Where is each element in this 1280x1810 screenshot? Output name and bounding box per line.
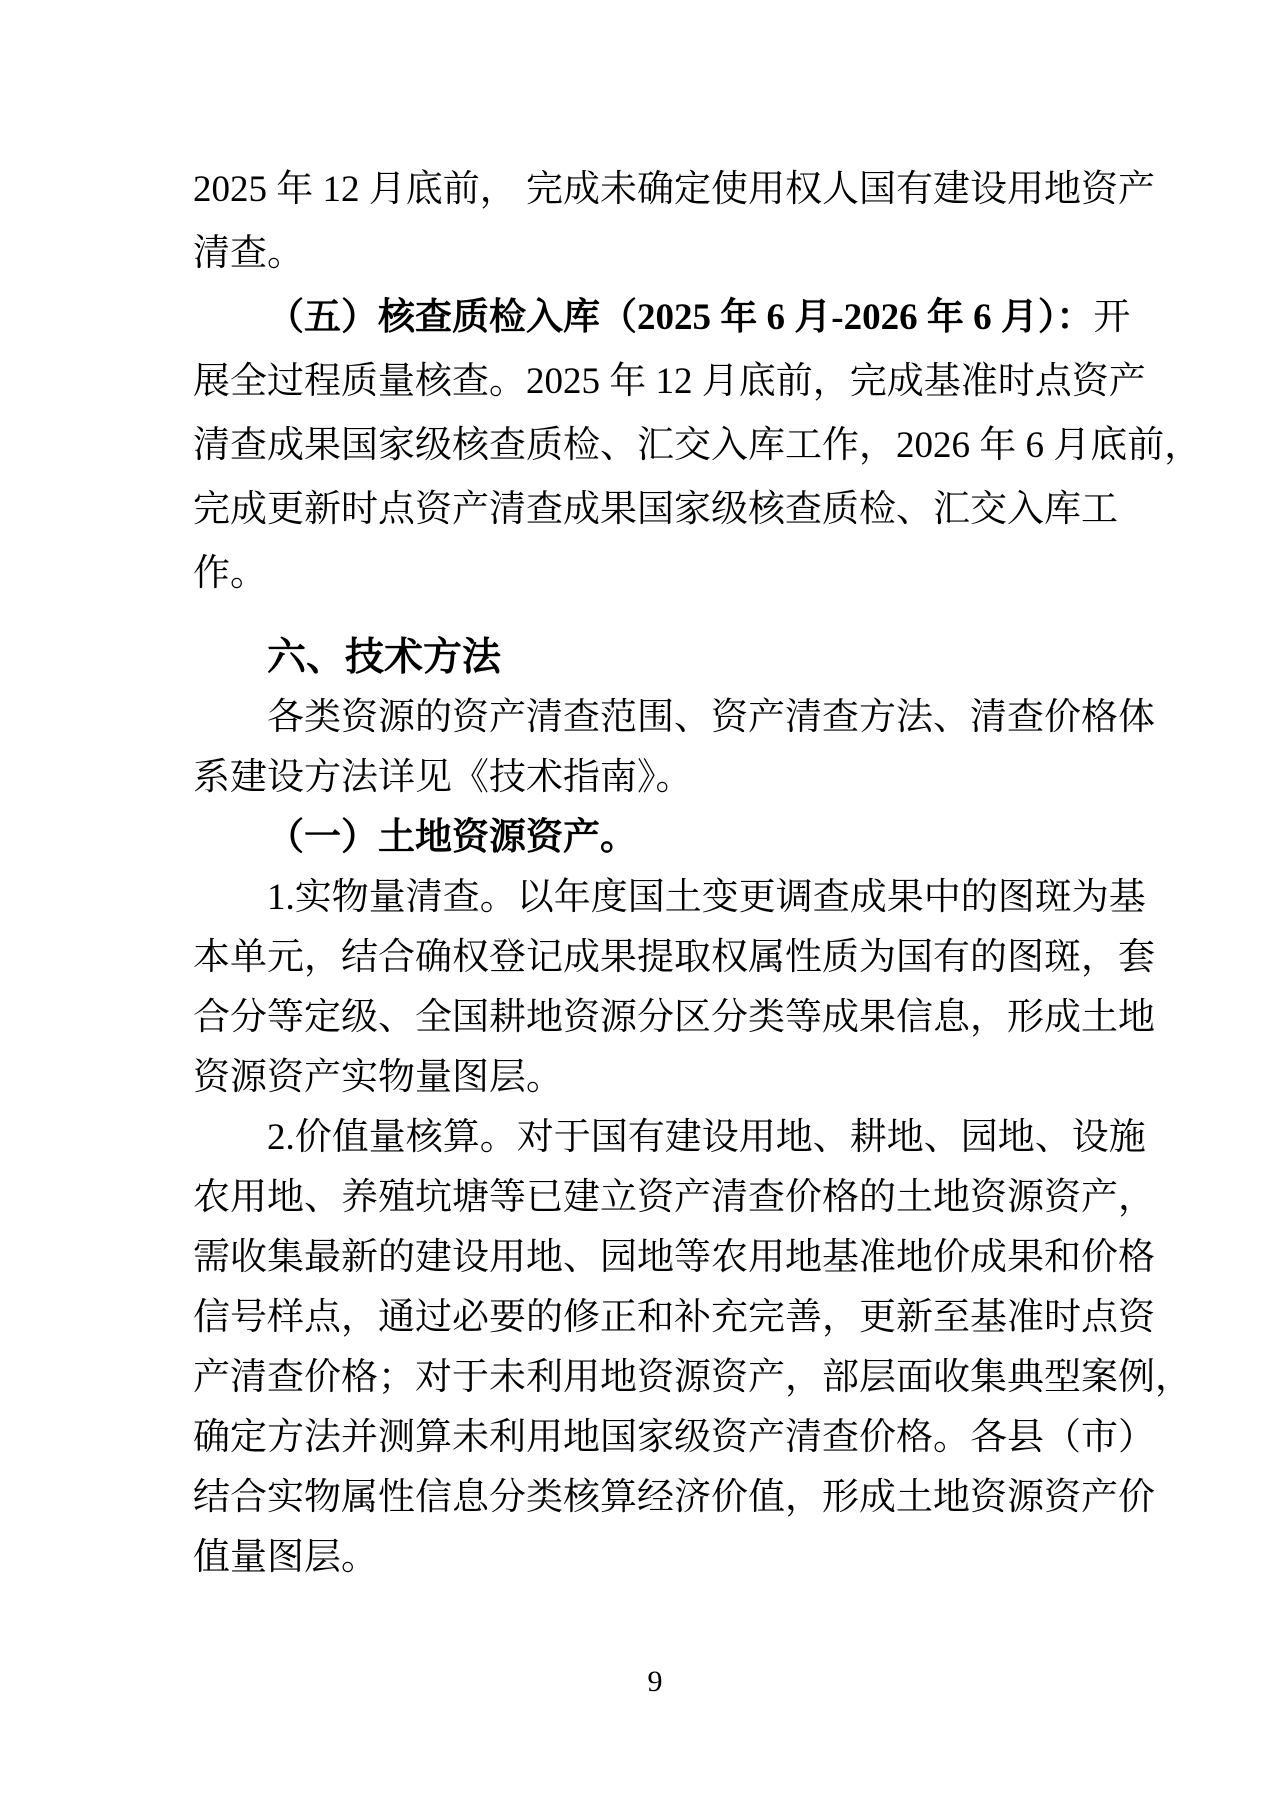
text-run: 确定方法并测算未利用地国家级资产清查价格。各县（市）: [193, 1417, 1155, 1458]
text-line: [193, 868, 1146, 928]
text-line: [193, 1528, 1117, 1588]
text-line: [193, 988, 1155, 1048]
text-line: [193, 414, 1202, 478]
text-line: [193, 748, 1117, 808]
text-run: 合分等定级、全国耕地资源分区分类等成果信息，形成土地: [193, 997, 1155, 1038]
paragraph-continuation: [193, 158, 1155, 286]
bold-text-run: （五）核查质检入库（2025 年 6 月-2026 年 6 月）：: [267, 297, 1094, 338]
text-run: 1.实物量清查。以年度国土变更调查成果中的图斑为基: [267, 877, 1146, 918]
text-run: 系建设方法详见《技术指南》。: [193, 757, 693, 798]
text-run: 本单元，结合确权登记成果提取权属性质为国有的图斑，套: [193, 937, 1155, 978]
text-run: 作。: [193, 553, 267, 594]
text-line: [193, 1408, 1155, 1468]
text-run: 完成更新时点资产清查成果国家级核查质检、汇交入库工: [193, 489, 1118, 530]
text-run: 结合实物属性信息分类核算经济价值，形成土地资源资产价: [193, 1477, 1155, 1518]
text-line: [193, 1168, 1155, 1228]
text-run: 值量图层。: [193, 1537, 378, 1578]
text-line: [193, 688, 1155, 748]
text-run: 信号样点，通过必要的修正和补充完善，更新至基准时点资: [193, 1297, 1155, 1338]
text-run: 开: [1093, 297, 1131, 338]
text-line: [193, 1468, 1155, 1528]
page-number: 9: [647, 1665, 663, 1698]
text-line: [193, 1348, 1192, 1408]
text-run: 农用地、养殖坑塘等已建立资产清查价格的土地资源资产，: [193, 1177, 1155, 1218]
text-run: 资源资产实物量图层。: [193, 1057, 563, 1098]
document-body: [193, 158, 1202, 1588]
text-run: 2025 年 12 月底前， 完成未确定使用权人国有建设用地资产: [193, 169, 1155, 210]
paragraph-item-2: [193, 1108, 1192, 1588]
text-line: [193, 1108, 1146, 1168]
text-line: [193, 1228, 1155, 1288]
text-run: 产清查价格；对于未利用地资源资产，部层面收集典型案例，: [193, 1357, 1192, 1398]
text-line: [193, 478, 1117, 542]
bold-text-run: （一）土地资源资产。: [267, 817, 637, 858]
text-line: [193, 1288, 1155, 1348]
text-run: 清查。: [193, 233, 304, 274]
text-run: 各类资源的资产清查范围、资产清查方法、清查价格体: [267, 697, 1155, 738]
text-line: [193, 628, 1117, 688]
text-line: [193, 222, 1117, 286]
paragraph-overview: [193, 688, 1155, 808]
text-line: [193, 158, 1155, 222]
text-line: [193, 808, 1117, 868]
text-line: [193, 286, 1131, 350]
heading-section-6: [193, 628, 1117, 688]
text-run: 2.价值量核算。对于国有建设用地、耕地、园地、设施: [267, 1117, 1146, 1158]
text-line: [193, 542, 1117, 606]
paragraph-item-1: [193, 868, 1155, 1108]
text-line: [193, 1048, 1117, 1108]
paragraph-item-5: [193, 286, 1202, 606]
page-footer: [193, 1662, 1117, 1702]
text-run: 六、技术方法: [267, 636, 502, 679]
text-run: 需收集最新的建设用地、园地等农用地基准地价成果和价格: [193, 1237, 1155, 1278]
text-run: 清查成果国家级核查质检、汇交入库工作，2026 年 6 月底前，: [193, 425, 1202, 466]
text-line: [193, 928, 1155, 988]
heading-subsection-1: [193, 808, 1117, 868]
text-line: [193, 350, 1146, 414]
text-run: 展全过程质量核查。2025 年 12 月底前，完成基准时点资产: [193, 361, 1146, 402]
